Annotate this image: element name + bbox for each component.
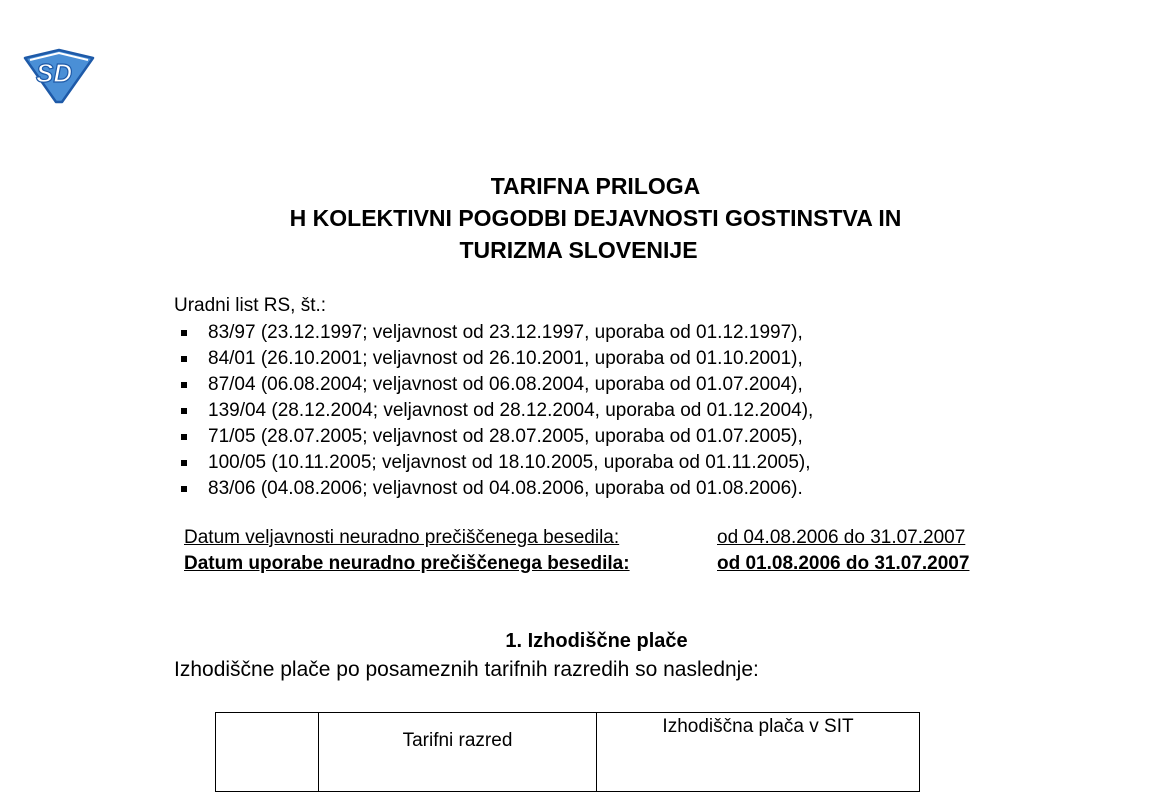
list-item: 139/04 (28.12.2004; veljavnost od 28.12.2004, uporaba od 01.12.2004), — [181, 398, 813, 424]
table-header-cell: Izhodiščna plača v SIT — [597, 713, 920, 792]
sd-logo — [22, 48, 96, 104]
table-header-row — [216, 713, 920, 792]
list-item: 83/97 (23.12.1997; veljavnost od 23.12.1997, uporaba od 01.12.1997), — [181, 320, 813, 346]
bullet-icon — [181, 460, 187, 466]
bullet-icon — [181, 408, 187, 414]
logo-text: SD — [36, 58, 73, 88]
datum-veljavnosti-row — [184, 525, 969, 551]
list-item: 71/05 (28.07.2005; veljavnost od 28.07.2005, uporaba od 01.07.2005), — [181, 424, 813, 450]
list-item: 100/05 (10.11.2005; veljavnost od 18.10.2005, uporaba od 01.11.2005), — [181, 450, 813, 476]
list-item: 84/01 (26.10.2001; veljavnost od 26.10.2001, uporaba od 01.10.2001), — [181, 346, 813, 372]
title-line-2: H KOLEKTIVNI POGODBI DEJAVNOSTI GOSTINSTVA IN — [289, 205, 902, 231]
bullet-icon — [181, 434, 187, 440]
bullet-icon — [181, 382, 187, 388]
title-line-3: TURIZMA SLOVENIJE — [459, 237, 698, 263]
table-header-cell — [216, 713, 319, 792]
table-header-cell: Tarifni razred — [319, 713, 597, 792]
title-line-1: TARIFNA PRILOGA — [490, 173, 701, 199]
bullet-icon — [181, 486, 187, 492]
datum-veljavnosti-value: od 04.08.2006 do 31.07.2007 — [717, 527, 966, 548]
section-intro: Izhodiščne plače po posameznih tarifnih razredih so naslednje: — [174, 658, 759, 681]
list-item: 83/06 (04.08.2006; veljavnost od 04.08.2006, uporaba od 01.08.2006). — [181, 476, 813, 502]
bullet-icon — [181, 356, 187, 362]
document-title — [0, 170, 1157, 266]
datum-uporabe-row — [184, 551, 969, 577]
validity-dates — [184, 525, 969, 577]
uradni-list-label: Uradni list RS, št.: — [174, 295, 327, 316]
list-item: 87/04 (06.08.2004; veljavnost od 06.08.2004, uporaba od 01.07.2004), — [181, 372, 813, 398]
datum-veljavnosti-label: Datum veljavnosti neuradno prečiščenega besedila: — [184, 527, 620, 548]
bullet-icon — [181, 330, 187, 336]
publication-list — [181, 320, 813, 502]
datum-uporabe-value: od 01.08.2006 do 31.07.2007 — [717, 553, 970, 574]
salary-table — [215, 712, 920, 792]
section-heading: 1. Izhodiščne plače — [505, 630, 688, 652]
datum-uporabe-label: Datum uporabe neuradno prečiščenega besedila: — [184, 553, 630, 574]
